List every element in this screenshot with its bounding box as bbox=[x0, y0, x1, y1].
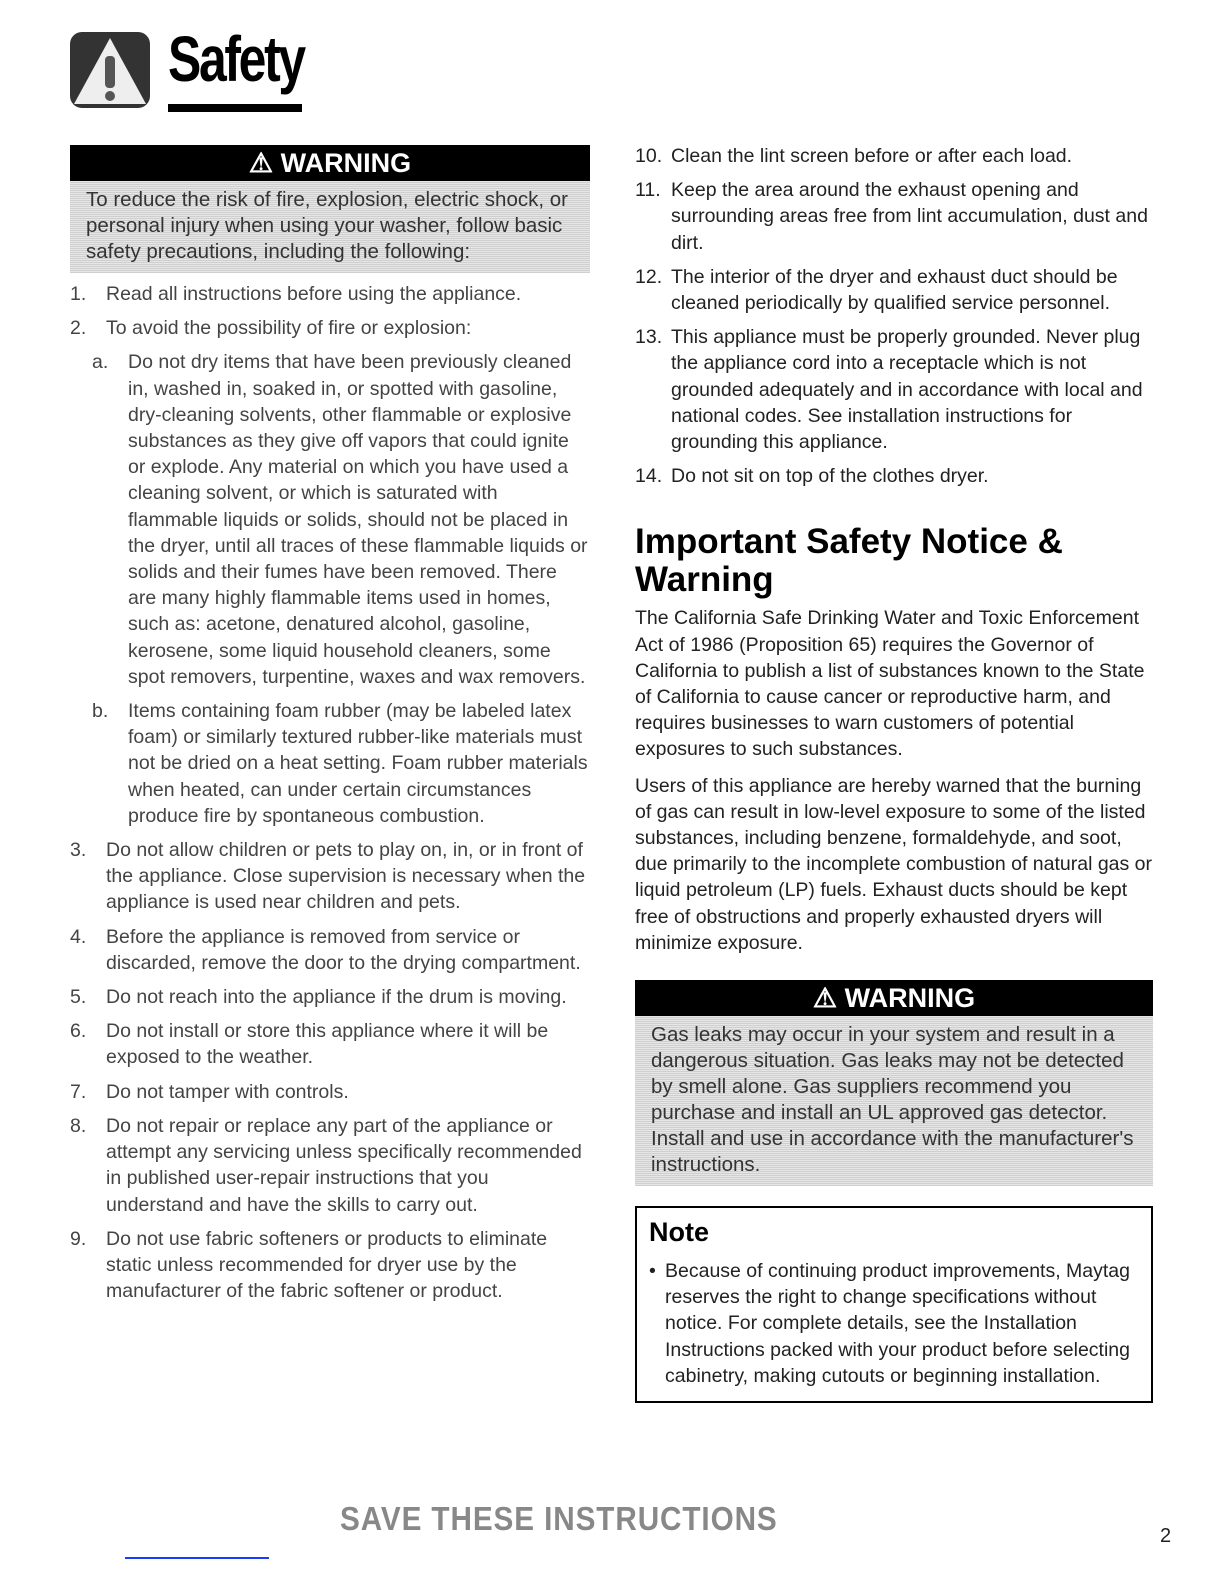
left-column bbox=[70, 145, 590, 1304]
warning-triangle-icon: ⚠ bbox=[812, 983, 845, 1014]
warning-text: Gas leaks may occur in your system and result in a dangerous situation. Gas leaks may not be detected by smell alone. Gas suppliers recommend you purchase and install an UL approved gas detector. Install and use in accordance with the manufacturer's instructions. bbox=[635, 1016, 1153, 1186]
item-text: Do not reach into the appliance if the drum is moving. bbox=[106, 986, 567, 1009]
item-number: 5. bbox=[70, 986, 87, 1009]
title-underline bbox=[168, 104, 302, 112]
list-item bbox=[70, 924, 590, 976]
list-item bbox=[70, 1226, 590, 1305]
list-item bbox=[70, 1018, 590, 1070]
instruction-list-continued bbox=[635, 143, 1153, 489]
list-item bbox=[70, 1079, 590, 1105]
list-item bbox=[635, 463, 1153, 489]
item-text: Do not install or store this appliance where it will be exposed to the weather. bbox=[106, 1020, 549, 1069]
item-number: 14. bbox=[635, 465, 663, 488]
list-item bbox=[635, 324, 1153, 455]
sub-item bbox=[92, 698, 590, 829]
item-number: 2. bbox=[70, 317, 87, 340]
page-title: Safety bbox=[168, 23, 304, 95]
note-item bbox=[649, 1258, 1139, 1389]
item-text: Clean the lint screen before or after each load. bbox=[671, 145, 1073, 167]
save-instructions-banner: SAVE THESE INSTRUCTIONS bbox=[340, 1500, 778, 1537]
item-number: 6. bbox=[70, 1020, 87, 1043]
warning-triangle-icon bbox=[70, 32, 150, 108]
page-number: 2 bbox=[1160, 1525, 1172, 1547]
list-item bbox=[70, 315, 590, 341]
item-text: Items containing foam rubber (may be labeled latex foam) or similarly textured rubber-like materials must not be dried on a heat setting. Foam rubber materials when heated, can under certain circumstances produce fire by spontaneous combustion. bbox=[128, 700, 588, 827]
footer-rule bbox=[125, 1557, 269, 1559]
warning-title: WARNING bbox=[280, 148, 412, 178]
item-text: Keep the area around the exhaust opening and surrounding areas free from lint accumulation, dust and dirt. bbox=[671, 179, 1148, 254]
list-item bbox=[70, 984, 590, 1010]
warning-header bbox=[70, 145, 590, 181]
item-number: 12. bbox=[635, 265, 663, 288]
item-number: 13. bbox=[635, 326, 663, 349]
item-number: 3. bbox=[70, 839, 87, 862]
note-title: Note bbox=[649, 1217, 709, 1248]
item-text: The interior of the dryer and exhaust duct should be cleaned periodically by qualified service personnel. bbox=[671, 265, 1118, 315]
item-number: 8. bbox=[70, 1114, 87, 1137]
warning-triangle-icon: ⚠ bbox=[248, 148, 281, 178]
section-heading: Important Safety Notice & Warning bbox=[635, 522, 1063, 600]
item-letter: b. bbox=[92, 700, 109, 723]
item-number: 11. bbox=[635, 179, 661, 202]
item-text: This appliance must be properly grounded. Never plug the appliance cord into a receptacle which is not grounded adequately and in accordance with local and national codes. See installation instructions for grounding this appliance. bbox=[671, 326, 1143, 454]
paragraph: The California Safe Drinking Water and Toxic Enforcement Act of 1986 (Proposition 65) requires the Governor of California to publish a list of substances known to the State of California to cause cancer or reproductive harm, and requires businesses to warn customers of potential exposures to such substances. bbox=[635, 607, 1145, 761]
item-text: Before the appliance is removed from service or discarded, remove the door to the drying compartment. bbox=[106, 925, 581, 974]
item-text: Do not sit on top of the clothes dryer. bbox=[671, 465, 989, 488]
bullet: • bbox=[649, 1260, 656, 1283]
list-item bbox=[635, 143, 1153, 169]
warning-title: WARNING bbox=[844, 983, 976, 1014]
list-item bbox=[635, 177, 1153, 256]
warning-box bbox=[70, 145, 590, 273]
list-item bbox=[635, 264, 1153, 316]
item-letter: a. bbox=[92, 351, 109, 374]
item-number: 9. bbox=[70, 1227, 87, 1250]
item-text: Do not tamper with controls. bbox=[106, 1080, 349, 1103]
item-text: Do not allow children or pets to play on, in, or in front of the appliance. Close supervision is necessary when the appliance is used near children and pets. bbox=[106, 839, 586, 914]
item-number: 10. bbox=[635, 145, 663, 167]
right-column bbox=[635, 143, 1153, 1403]
paragraph: Users of this appliance are hereby warned that the burning of gas can result in low-level exposure to some of the listed substances, including benzene, formaldehyde, and soot, due primarily to the incomplete combustion of natural gas or liquid petroleum (LP) fuels. Exhaust ducts should be kept free of obstructions and properly exhausted dryers will minimize exposure. bbox=[635, 774, 1153, 954]
item-text: Do not dry items that have been previously cleaned in, washed in, soaked in, or spotted with gasoline, dry-cleaning solvents, other flammable or explosive substances as they give off vapors that could ignite or explode. Any material on which you have used a cleaning solvent, or which is saturated with flammable liquids or solids, should not be placed in the dryer, until all traces of these flammable liquids or solids and their fumes have been removed. There are many highly flammable items used in homes, such as: acetone, denatured alcohol, gasoline, kerosene, some liquid household cleaners, some spot removers, turpentine, waxes and wax removers. bbox=[128, 351, 588, 688]
warning-box bbox=[635, 980, 1153, 1186]
item-text: Do not use fabric softeners or products to eliminate static unless recommended for dryer use by the manufacturer of the fabric softener or product. bbox=[106, 1227, 548, 1303]
warning-header bbox=[635, 980, 1153, 1016]
list-item bbox=[70, 281, 590, 307]
item-text: To avoid the possibility of fire or explosion: bbox=[106, 317, 472, 340]
instruction-list bbox=[70, 281, 590, 1304]
warning-text: To reduce the risk of fire, explosion, electric shock, or personal injury when using your washer, follow basic safety precautions, including the following: bbox=[70, 181, 590, 273]
list-item bbox=[70, 837, 590, 916]
item-text: Read all instructions before using the appliance. bbox=[106, 283, 522, 305]
item-number: 7. bbox=[70, 1080, 87, 1103]
item-number: 4. bbox=[70, 925, 87, 948]
note-text: Because of continuing product improvements, Maytag reserves the right to change specifications without notice. For complete details, see the Installation Instructions packed with your product before selecting cabinetry, making cutouts or beginning installation. bbox=[665, 1260, 1131, 1387]
sub-item bbox=[92, 349, 590, 690]
list-item bbox=[70, 1113, 590, 1218]
item-text: Do not repair or replace any part of the appliance or attempt any servicing unless specifically recommended in published user-repair instructions that you understand and have the skills to carry out. bbox=[106, 1114, 582, 1216]
note-box bbox=[635, 1206, 1153, 1403]
item-number: 1. bbox=[70, 283, 87, 305]
